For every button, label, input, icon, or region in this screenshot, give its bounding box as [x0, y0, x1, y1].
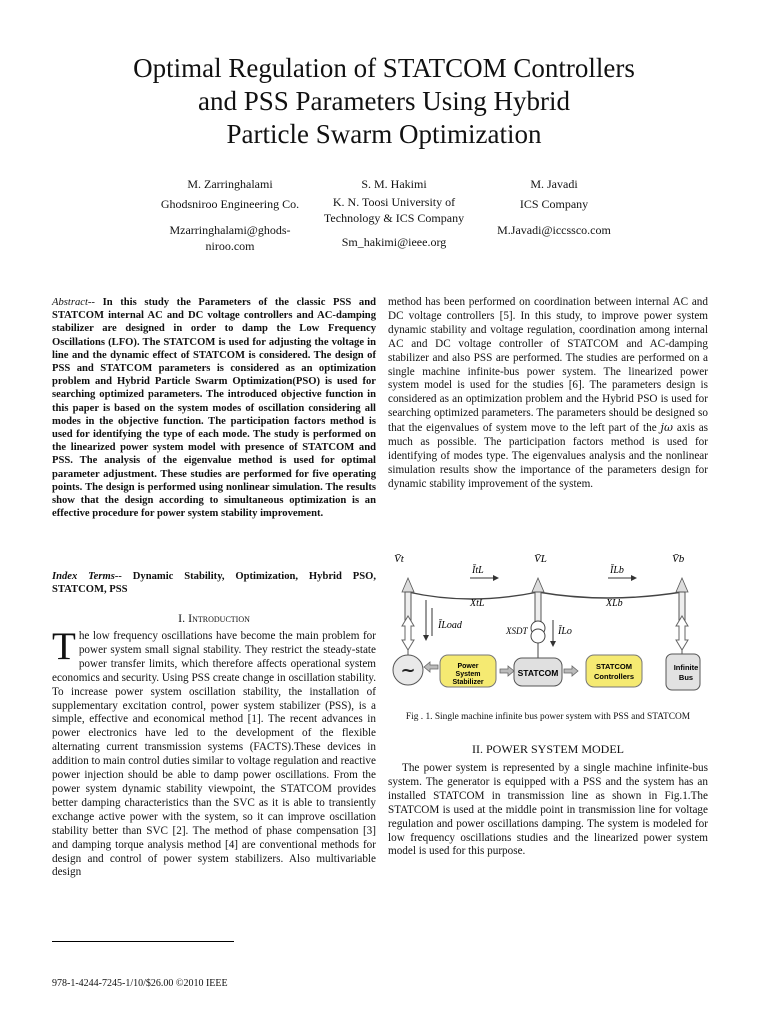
xsdt-label: XSDT	[506, 626, 528, 636]
abstract	[52, 296, 376, 520]
section-number: II.	[471, 742, 483, 756]
author-name: M. Zarringhalami	[187, 177, 273, 191]
xtl-label: XtL	[470, 598, 485, 609]
title-line: and PSS Parameters Using Hybrid	[198, 86, 570, 116]
introduction-continuation	[388, 296, 708, 492]
copyright-footer: 978-1-4244-7245-1/10/$26.00 ©2010 IEEE	[52, 978, 228, 989]
ilo-label: ĪLo	[558, 626, 572, 637]
bus-label-2: Bus	[678, 673, 694, 682]
xlb-label: XLb	[606, 598, 623, 609]
section-title: Introduction	[188, 611, 250, 625]
author-affiliation	[290, 194, 498, 226]
iload-label: ĪLoad	[438, 620, 462, 631]
statcom-controllers-block	[586, 655, 642, 687]
power-system-model-body: The power system is represented by a single machine infinite-bus system. The generator is equipped with a PSS and the system has an installed STATCOM in transmission line as shown in Fig.1.The STATCOM is used at the middle point in transmission line for voltage regulation and power oscillations damping. The system is modeled for low frequency oscillations studies and the linearized power system model is used for this purpose.	[388, 762, 708, 858]
ilb-label: ĪLb	[610, 565, 624, 576]
paper-title	[60, 52, 708, 151]
email-line: niroo.com	[205, 239, 255, 253]
pss-label-2: System	[455, 671, 481, 678]
index-terms	[52, 570, 376, 596]
index-terms-text: Dynamic Stability, Optimization, Hybrid PSO, STATCOM, PSS	[52, 571, 376, 596]
email-line: Mzarringhalami@ghods-	[169, 223, 291, 237]
footnote-rule	[52, 941, 234, 942]
intro-paragraph: he low frequency oscillations have become the main problem for power system small signal stability. They restrict the steady-state power transfer limits, which therefore affects operational system economics and security. Using PSS create change in oscillation stability. To increase power system oscillation stability, the installation of supplementary excitation control, power system stabilizer (PSS), is a simple, effective and economical method [1]. The recent advances in power electronics have led to the development of the flexible alternating current transmission systems (FACTS).These devices in addition to main control duties similar to voltage regulation and reactive power injection should be able to damp power oscillations. From the power system dynamic stability viewpoint, the STATCOM provides better damping characteristics than the SVC as it is able to transiently exchange active power with the system, so it can improve oscillation stability better than SVC [2]. The method of phase compensation [3] and damping torque analysis method [4] are conventional methods for design and control of power system stabilizers. Also multivariable design	[52, 630, 376, 879]
vb-label: V̄b	[672, 553, 685, 565]
section-number: I.	[178, 611, 186, 625]
itl-label: ĪtL	[472, 565, 484, 576]
affiliation-line: Technology & ICS Company	[323, 211, 465, 225]
bus-insulator	[402, 578, 688, 592]
vt-label: V̄t	[394, 553, 404, 565]
section-heading	[52, 611, 376, 626]
pss-label-1: Power	[457, 663, 479, 670]
introduction-body	[52, 625, 376, 880]
math-symbol: jω	[660, 421, 673, 435]
title-line: Optimal Regulation of STATCOM Controllers	[133, 53, 635, 83]
bus-label-1: Infinite	[673, 663, 699, 672]
author-email: M.Javadi@iccssco.com	[497, 223, 611, 237]
section-heading	[388, 742, 708, 757]
author-name: S. M. Hakimi	[361, 177, 427, 191]
figure-caption: Fig . 1. Single machine infinite bus power system with PSS and STATCOM	[405, 712, 691, 722]
author-block	[470, 176, 638, 238]
abstract-lead: Abstract--	[52, 297, 95, 308]
author-email: Sm_hakimi@ieee.org	[341, 235, 447, 249]
section-title: POWER SYSTEM MODEL	[485, 742, 624, 756]
title-line: Particle Swarm Optimization	[226, 119, 542, 149]
infinite-bus-block	[666, 654, 700, 690]
author-affiliation: Ghodsniroo Engineering Co.	[160, 197, 300, 211]
figure-1-diagram	[390, 548, 706, 708]
drop-cap: T	[52, 625, 76, 668]
abstract-text: In this study the Parameters of the classic PSS and STATCOM internal AC and DC voltage controllers and AC-damping stabilizer are designed in order to damp the Low Frequency Oscillations (LFO). The STATCOM is used for adjusting the voltage in line and the dynamic effect of STATCOM is considered. The design of PSS and STATCOM parameters is considered as an optimization problem and Hybrid Particle Swarm Optimization(PSO) is used for searching optimized parameters. The introduced objective function in this paper is based on the system modes of oscillation considering all modes in the objective function. The participation factors method is used for identifying the type of each mode. The study is performed on the linearized power system model with presence of STATCOM and PSS. The analysis of the eigenvalue method is used for optimal parameter adjustment. These studies are performed for five operating points. The design is performed using nonlinear simulation. The results show that the design according to simultaneous optimization is an effective procedure for power system stability improvement.	[52, 297, 376, 520]
statcom-label: STATCOM	[517, 668, 559, 678]
author-affiliation: ICS Company	[519, 197, 589, 211]
pss-label-3: Stabilizer	[452, 679, 484, 686]
vl-label: V̄L	[534, 553, 547, 565]
author-name: M. Javadi	[530, 177, 578, 191]
author-block	[290, 176, 498, 250]
paragraph-part: method has been performed on coordination between internal AC and DC voltage controllers [5]. In this study, to improve power system dynamic stability and voltage regulation, coordination among internal AC and DC voltage controller of STATCOM and AC-damping stabilizer and also PSS are performed. The studies are performed on a single machine infinite-bus power system. The linearized power system model is used for the studies [6]. The parameters design is considered as an optimization problem and the Hybrid PSO is used for searching optimized parameters. The parameters should be designed so that the eigenvalues of system move to the left part of the	[388, 296, 708, 435]
transmission-line	[408, 592, 682, 599]
statcom-ctrl-label-2: Controllers	[593, 672, 635, 681]
affiliation-line: K. N. Toosi University of	[332, 195, 456, 209]
generator-symbol: ~	[400, 660, 416, 681]
statcom-ctrl-label-1: STATCOM	[596, 662, 632, 671]
index-terms-lead: Index Terms--	[52, 571, 122, 582]
transformer-icon	[531, 629, 545, 643]
paragraph-part: axis as much as possible. The participation factors method is used for identifying of modes type. The eigenvalues analysis and the nonlinear simulation results show the importance of the parameters design for dynamic stability improvement of the system.	[388, 422, 709, 490]
